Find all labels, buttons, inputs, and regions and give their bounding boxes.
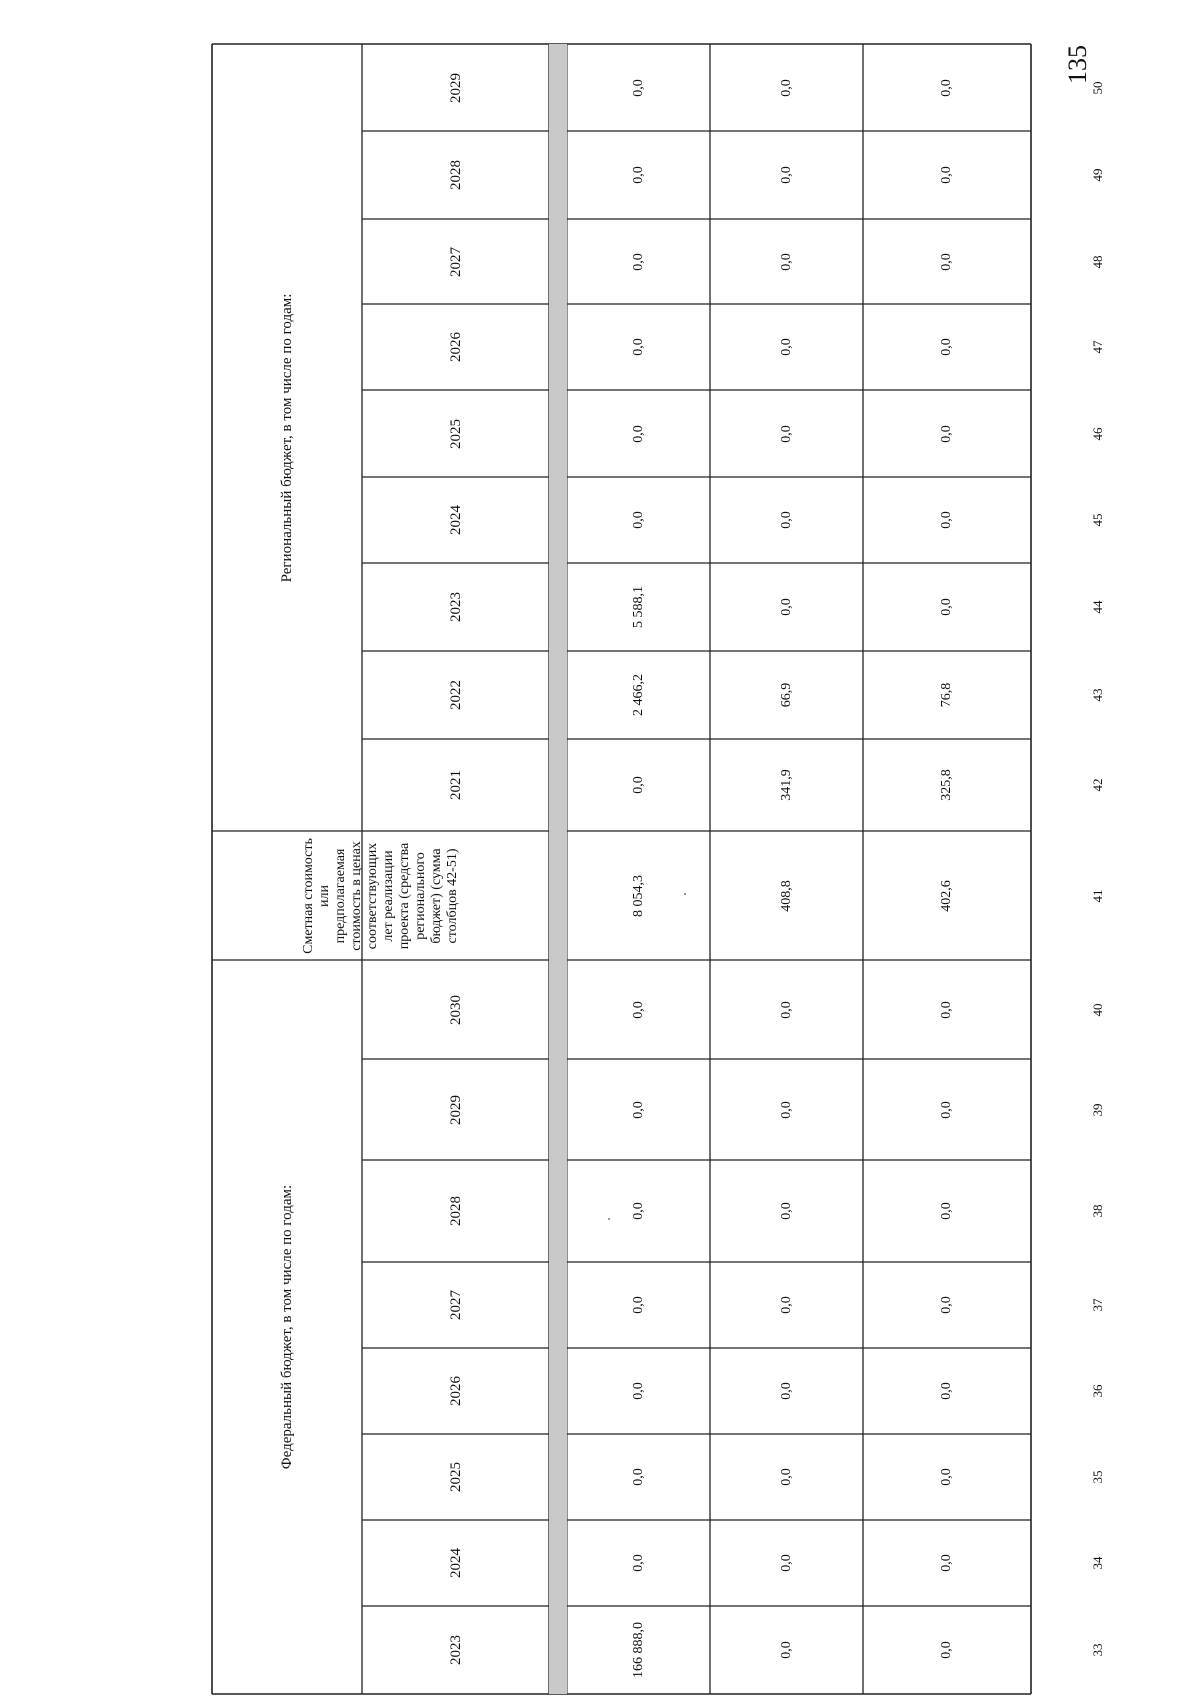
data-cell-r1-c14-text: 0,0 [778,338,794,356]
colnum-cell-9-text: 42 [1090,778,1105,792]
data-cell-r2-c4 [863,1262,1031,1348]
data-cell-r0-c15 [567,219,710,304]
data-cell-r1-c12-text: 0,0 [778,511,794,529]
year-cell-11-text: 2023 [447,592,464,622]
data-cell-r1-c1-text: 0,0 [778,1554,794,1572]
data-cell-r2-c5 [863,1160,1031,1262]
data-cell-r2-c9 [863,739,1031,831]
year-cell-5 [362,1160,549,1262]
colnum-cell-0-text: 33 [1090,1643,1105,1657]
data-cell-r1-c7-text: 0,0 [778,1000,794,1019]
year-cell-9-text: 2021 [447,770,464,800]
data-cell-r2-c8 [863,831,1031,960]
data-cell-r2-c17 [863,44,1031,131]
year-cell-1 [362,1520,549,1606]
data-cell-r0-c1 [567,1520,710,1606]
data-cell-r1-c12 [710,477,863,563]
data-cell-r2-c1 [863,1520,1031,1606]
data-cell-r1-c15 [710,219,863,304]
data-cell-r0-c3-text: 0,0 [630,1382,646,1400]
data-cell-r2-c0-text: 0,0 [939,1641,954,1659]
data-cell-r1-c14 [710,304,863,390]
year-cell-12-text: 2024 [447,505,464,535]
data-cell-r2-c16-text: 0,0 [939,166,954,184]
data-cell-r1-c3 [710,1348,863,1434]
data-cell-r0-c12-text: 0,0 [630,511,646,529]
data-cell-r1-c11-text: 0,0 [778,598,794,616]
data-cell-r1-c0-text: 0,0 [778,1641,794,1659]
data-cell-r0-c9-text: 0,0 [630,776,646,794]
data-cell-r0-c1-text: 0,0 [630,1554,646,1572]
year-cell-14 [362,304,549,390]
year-cell-2 [362,1434,549,1520]
year-cell-3-text: 2026 [447,1376,464,1406]
data-cell-r2-c5-text: 0,0 [939,1202,954,1220]
data-cell-r2-c6-text: 0,0 [939,1100,954,1119]
data-cell-r0-c16 [567,131,710,219]
colnum-cell-2-text: 35 [1090,1470,1105,1484]
data-cell-r0-c14-text: 0,0 [630,338,646,356]
data-cell-r2-c15 [863,219,1031,304]
data-cell-r1-c10 [710,651,863,739]
year-cell-1-text: 2024 [447,1548,464,1578]
data-cell-r2-c17-text: 0,0 [939,78,954,97]
data-cell-r2-c12-text: 0,0 [939,511,954,529]
colnum-cell-3-text: 36 [1090,1384,1105,1398]
colnum-cell-11-text: 44 [1090,600,1105,614]
header-federal-text: Федеральный бюджет, в том числе по годам: [279,1184,295,1470]
data-cell-r1-c17-text: 0,0 [778,78,794,97]
data-cell-r1-c16-text: 0,0 [778,166,794,184]
data-cell-r2-c7 [863,960,1031,1059]
data-cell-r2-c8-text: 402,6 [939,879,954,912]
colnum-cell-7-text: 40 [1090,1003,1105,1016]
data-cell-r1-c9-text: 341,9 [778,769,794,801]
header-regional [212,44,362,831]
year-cell-12 [362,477,549,563]
data-cell-r2-c3 [863,1348,1031,1434]
data-cell-r0-c4 [567,1262,710,1348]
data-cell-r0-c13-text: 0,0 [630,424,646,443]
data-cell-r0-c2-text: 0,0 [630,1468,646,1486]
year-cell-3 [362,1348,549,1434]
data-cell-r1-c13 [710,390,863,477]
data-cell-r0-c16-text: 0,0 [630,166,646,184]
data-cell-r1-c13-text: 0,0 [778,424,794,443]
year-cell-0-text: 2023 [447,1635,464,1665]
year-cell-2-text: 2025 [447,1462,464,1492]
colnum-cell-8-text: 41 [1090,889,1105,902]
data-cell-r0-c13 [567,390,710,477]
data-cell-r0-c11 [567,563,710,651]
year-cell-14-text: 2026 [447,332,464,362]
year-cell-7 [362,960,549,1059]
data-cell-r1-c9 [710,739,863,831]
data-cell-r0-c17-text: 0,0 [630,78,646,97]
data-cell-r2-c15-text: 0,0 [939,252,954,271]
year-cell-15-text: 2027 [447,246,464,277]
year-cell-4 [362,1262,549,1348]
colnum-cell-15-text: 48 [1090,255,1105,268]
data-cell-r1-c16 [710,131,863,219]
colnum-cell-5-text: 38 [1090,1204,1105,1218]
data-cell-r0-c7 [567,960,710,1059]
year-cell-6-text: 2029 [447,1094,464,1125]
header-estimate [212,831,549,960]
year-cell-17 [362,44,549,131]
header-regional-text: Региональный бюджет, в том числе по годам: [279,293,295,582]
year-cell-13 [362,390,549,477]
data-cell-r2-c7-text: 0,0 [939,1000,954,1019]
colnum-cell-1-text: 34 [1090,1556,1105,1570]
data-cell-r1-c0 [710,1606,863,1694]
colnum-cell-17-text: 50 [1090,81,1105,94]
year-cell-17-text: 2029 [447,72,464,103]
data-cell-r0-c0 [567,1606,710,1694]
year-cell-4-text: 2027 [447,1290,464,1320]
colnum-cell-13-text: 46 [1090,427,1105,440]
data-cell-r0-c10-text: 2 466,2 [630,674,646,716]
year-cell-6 [362,1059,549,1160]
data-cell-r0-c10 [567,651,710,739]
data-cell-r0-c14 [567,304,710,390]
data-cell-r0-c6-text: 0,0 [630,1100,646,1119]
data-cell-r2-c11 [863,563,1031,651]
data-cell-r1-c11 [710,563,863,651]
data-cell-r1-c6 [710,1059,863,1160]
data-cell-r0-c5-text: 0,0 [630,1202,646,1220]
data-cell-r0-c7-text: 0,0 [630,1000,646,1019]
colnum-cell-16-text: 49 [1090,168,1105,182]
data-cell-r1-c15-text: 0,0 [778,252,794,271]
header-estimate-text: Сметная стоимость или предполагаемая стоимость в ценах соответствующих лет реализации проекта (средства регионального бюджет) (сумма столбцов 42-51) [300,837,460,954]
data-cell-r0-c2 [567,1434,710,1520]
data-cell-r0-c5 [567,1160,710,1262]
data-cell-r2-c9-text: 325,8 [939,769,954,801]
data-cell-r1-c1 [710,1520,863,1606]
page-number: 135 [1063,45,1092,84]
data-cell-r0-c15-text: 0,0 [630,252,646,271]
data-cell-r2-c3-text: 0,0 [939,1382,954,1400]
scan-dot [684,893,686,895]
data-cell-r2-c14 [863,304,1031,390]
data-cell-r2-c10-text: 76,8 [939,682,954,708]
year-cell-16-text: 2028 [447,160,464,190]
year-cell-15 [362,219,549,304]
year-cell-5-text: 2028 [447,1196,464,1226]
scan-dot [608,1218,610,1220]
year-cell-10-text: 2022 [447,680,464,710]
data-cell-r2-c2 [863,1434,1031,1520]
data-cell-r1-c8-text: 408,8 [778,879,794,912]
year-cell-10 [362,651,549,739]
data-cell-r2-c6 [863,1059,1031,1160]
data-cell-r1-c17 [710,44,863,131]
data-cell-r1-c5-text: 0,0 [778,1202,794,1220]
data-cell-r0-c17 [567,44,710,131]
colnum-cell-14-text: 47 [1090,340,1105,354]
data-cell-r2-c2-text: 0,0 [939,1468,954,1486]
data-cell-r1-c4 [710,1262,863,1348]
data-cell-r1-c4-text: 0,0 [778,1296,794,1314]
data-cell-r1-c2-text: 0,0 [778,1468,794,1486]
year-cell-0 [362,1606,549,1694]
data-cell-r2-c10 [863,651,1031,739]
data-cell-r0-c11-text: 5 588,1 [630,586,646,628]
data-cell-r1-c2 [710,1434,863,1520]
header-federal [212,960,362,1694]
colnum-cell-4-text: 37 [1090,1298,1105,1312]
data-cell-r0-c9 [567,739,710,831]
data-cell-r1-c6-text: 0,0 [778,1100,794,1119]
data-cell-r0-c3 [567,1348,710,1434]
year-cell-9 [362,739,549,831]
data-cell-r0-c8-text: 8 054,3 [630,874,646,917]
data-cell-r2-c13 [863,390,1031,477]
data-cell-r0-c4-text: 0,0 [630,1296,646,1314]
data-cell-r2-c4-text: 0,0 [939,1296,954,1314]
data-cell-r0-c8 [567,831,710,960]
colnum-cell-10-text: 43 [1090,688,1105,702]
data-cell-r2-c14-text: 0,0 [939,338,954,356]
data-cell-r2-c16 [863,131,1031,219]
year-cell-11 [362,563,549,651]
data-cell-r1-c10-text: 66,9 [778,682,794,708]
year-cell-13-text: 2025 [447,418,464,449]
data-cell-r1-c8 [710,831,863,960]
data-cell-r2-c1-text: 0,0 [939,1554,954,1572]
data-cell-r0-c12 [567,477,710,563]
data-cell-r1-c5 [710,1160,863,1262]
data-cell-r1-c7 [710,960,863,1059]
year-cell-7-text: 2030 [447,994,464,1025]
data-cell-r2-c12 [863,477,1031,563]
data-cell-r1-c3-text: 0,0 [778,1382,794,1400]
colnum-cell-6-text: 39 [1090,1103,1105,1116]
data-cell-r2-c11-text: 0,0 [939,598,954,616]
data-cell-r2-c13-text: 0,0 [939,424,954,443]
data-cell-r0-c0-text: 166 888,0 [630,1622,646,1678]
year-cell-16 [362,131,549,219]
data-cell-r0-c6 [567,1059,710,1160]
colnum-cell-12-text: 45 [1090,513,1105,527]
data-cell-r2-c0 [863,1606,1031,1694]
